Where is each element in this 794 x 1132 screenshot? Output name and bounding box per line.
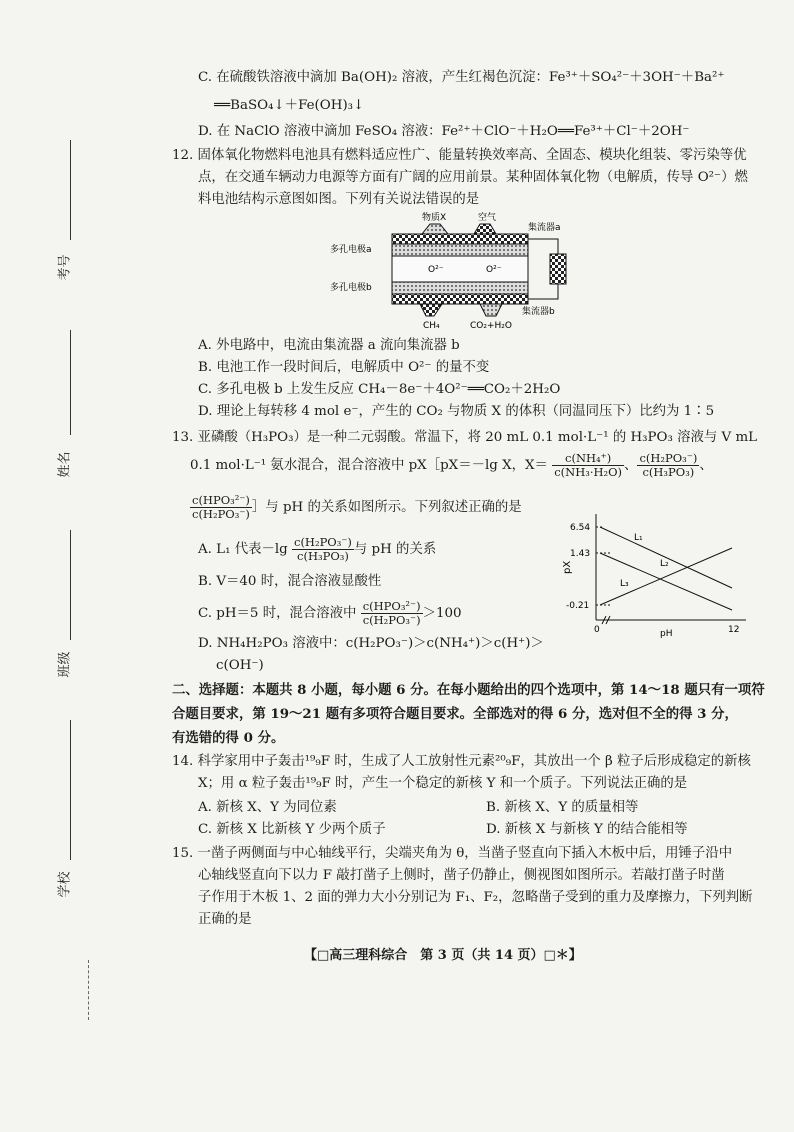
label-air: 空气 [478,213,497,223]
gas-channel-x [422,224,448,234]
y-tick-6-54: 6.54 [570,523,591,533]
electrode-b-layer [392,282,528,294]
side-underline-class [70,530,71,640]
side-underline-name [70,330,71,435]
q13-stem-line2 [190,452,713,479]
label-o2-left: O²⁻ [428,265,444,275]
q14-option-b: B. 新核 X、Y 的质量相等 [486,800,639,815]
q14-option-a: A. 新核 X、Y 为同位素 [198,800,337,815]
label-electrode-b: 多孔电极b [330,283,372,293]
q13-fraction-2-num: c(H₂PO₃⁻) [639,451,698,465]
x-tick-0: 0 [594,625,600,635]
q13-option-d-line2: c(OH⁻) [216,658,264,673]
q13-option-a [198,536,436,563]
q11-option-c-line2: ══BaSO₄↓＋Fe(OH)₃↓ [214,98,365,113]
binding-dash [88,960,89,1020]
q13-option-c-fraction [361,600,423,627]
q13-option-a-fraction [292,536,354,563]
y-axis-label: pX [562,560,573,574]
label-L2: L₂ [660,559,669,569]
label-electrode-a: 多孔电极a [330,245,372,255]
q13-option-c-post: ＞100 [422,606,462,621]
q13-fraction-3 [190,494,252,521]
side-underline-exam-no [70,140,71,240]
q13-stem-line3-text: ］与 pH 的关系如图所示。下列叙述正确的是 [251,500,522,515]
page-footer: 【□高三理科综合 第 3 页（共 14 页）□＊】 [304,948,582,963]
electrode-a-layer [392,244,528,256]
q13-fraction-3-den: c(H₂PO₃⁻) [192,507,250,521]
q13-fraction-1-den: c(NH₃·H₂O) [554,465,623,479]
label-collector-b: 集流器b [522,307,555,317]
collector-a-layer [392,234,528,244]
q14-option-d: D. 新核 X 与新核 Y 的结合能相等 [486,822,688,837]
q14-stem-line2: X；用 α 粒子轰击¹⁹₉F 时，产生一个稳定的新核 Y 和一个质子。下列说法正确的是 [198,776,688,791]
q14-stem-line1: 14. 科学家用中子轰击¹⁹₉F 时，生成了人工放射性元素²⁰₉F，其放出一个 β 粒子后形成稳定的新核 [172,754,751,769]
gas-channel-ch4 [420,304,442,316]
q15-stem-line2: 心轴线竖直向下以力 F 敲打凿子上侧时，凿子仍静止，侧视图如图所示。若敲打凿子时凿 [198,868,725,883]
q11-option-d: D. 在 NaClO 溶液中滴加 FeSO₄ 溶液：Fe²⁺＋ClO⁻＋H₂O══Fe³⁺＋Cl⁻＋2OH⁻ [198,124,690,139]
q13-fraction-3-num: c(HPO₃²⁻) [192,493,250,507]
q13-option-a-den: c(H₃PO₃) [297,549,349,563]
q15-stem-line4: 正确的是 [198,912,252,927]
q13-stem-line2-text: 0.1 mol·L⁻¹ 氨水混合，混合溶液中 pX［pX＝－lg X，X＝ [190,458,548,473]
q12-stem-line1: 12. 固体氧化物燃料电池具有燃料适应性广、能量转换效率高、全固态、模块化组装、零污染等优 [172,148,747,163]
q13-px-ph-graph [556,510,752,640]
label-L1: L₁ [634,533,643,543]
collector-b-layer [392,294,528,304]
side-label-exam-no: 考号 [57,254,73,281]
side-underline-school [70,720,71,860]
y-tick-neg-0-21: -0.21 [566,601,590,611]
external-load [550,254,566,284]
label-o2-right: O²⁻ [486,265,502,275]
label-substance-x: 物质X [422,213,447,223]
label-L3: L₃ [620,579,629,589]
section2-instructions-line2: 合题目要求，第 19～21 题有多项符合题目要求。全部选对的得 6 分，选对但不全的得 3 分， [172,706,738,722]
side-label-class: 班级 [57,651,73,678]
q13-option-c-den: c(H₂PO₃⁻) [362,613,421,627]
q13-option-c-num: c(HPO₃²⁻) [362,599,421,613]
gas-channel-co2 [480,304,502,316]
label-ch4: CH₄ [423,321,440,331]
q12-option-d: D. 理论上每转移 4 mol e⁻，产生的 CO₂ 与物质 X 的体积（同温同压下）比约为 1∶5 [198,404,715,419]
q14-option-c: C. 新核 X 比新核 Y 少两个质子 [198,822,386,837]
q13-option-c-pre: C. pH＝5 时，混合溶液中 [198,606,357,621]
y-tick-1-43: 1.43 [570,549,591,559]
side-label-name: 姓名 [57,451,73,478]
q13-sep-1: 、 [624,458,638,473]
gas-channel-air [474,224,496,234]
q13-option-d: D. NH₄H₂PO₃ 溶液中：c(H₂PO₃⁻)＞c(NH₄⁺)＞c(H⁺)＞ [198,636,544,651]
q13-option-a-num: c(H₂PO₃⁻) [294,535,352,549]
q13-fraction-2 [637,452,699,479]
q15-stem-line1: 15. 一凿子两侧面与中心轴线平行，尖端夹角为 θ，当凿子竖直向下插入木板中后，用锤子沿中 [172,846,733,861]
q15-stem-line3: 子作用于木板 1、2 面的弹力大小分别记为 F₁、F₂，忽略凿子受到的重力及摩擦力，下列判断 [198,890,753,905]
q13-option-a-pre: A. L₁ 代表－lg [198,542,288,557]
q13-option-c [198,600,462,627]
q12-stem-line3: 料电池结构示意图如图。下列有关说法错误的是 [198,192,480,207]
q12-option-c: C. 多孔电极 b 上发生反应 CH₄－8e⁻＋4O²⁻══CO₂＋2H₂O [198,382,561,397]
q13-option-a-post: 与 pH 的关系 [353,542,437,557]
q12-option-a: A. 外电路中，电流由集流器 a 流向集流器 b [198,338,460,353]
electrolyte-layer [392,256,528,282]
side-label-school: 学校 [57,871,73,898]
q13-fraction-1-num: c(NH₄⁺) [552,452,624,466]
q12-option-b: B. 电池工作一段时间后，电解质中 O²⁻ 的量不变 [198,360,490,375]
section2-instructions-line3: 有选错的得 0 分。 [172,730,285,746]
x-tick-12: 12 [728,625,740,635]
q13-fraction-1 [552,452,624,479]
q13-sep-2: 、 [699,458,713,473]
q13-option-b: B. V＝40 时，混合溶液显酸性 [198,574,382,589]
q12-stem-line2: 点，在交通车辆动力电源等方面有广阔的应用前景。某种固体氧化物（电解质，传导 O²⁻）燃 [198,170,748,185]
q13-fraction-2-den: c(H₃PO₃) [642,465,695,479]
label-collector-a: 集流器a [528,223,561,233]
q13-stem-line3 [190,494,522,521]
q13-stem-line1: 13. 亚磷酸（H₃PO₃）是一种二元弱酸。常温下，将 20 mL 0.1 mol·L⁻¹ 的 H₃PO₃ 溶液与 V mL [172,430,758,445]
line-L3 [600,548,732,605]
x-axis-label: pH [660,629,673,639]
label-co2-h2o: CO₂+H₂O [470,321,512,331]
fuel-cell-diagram [330,208,580,334]
section2-instructions-line1: 二、选择题：本题共 8 小题，每小题 6 分。在每小题给出的四个选项中，第 14～18 题只有一项符 [172,682,765,698]
q11-option-c-line1: C. 在硫酸铁溶液中滴加 Ba(OH)₂ 溶液，产生红褐色沉淀：Fe³⁺＋SO₄²⁻＋3OH⁻＋Ba²⁺ [198,70,725,85]
